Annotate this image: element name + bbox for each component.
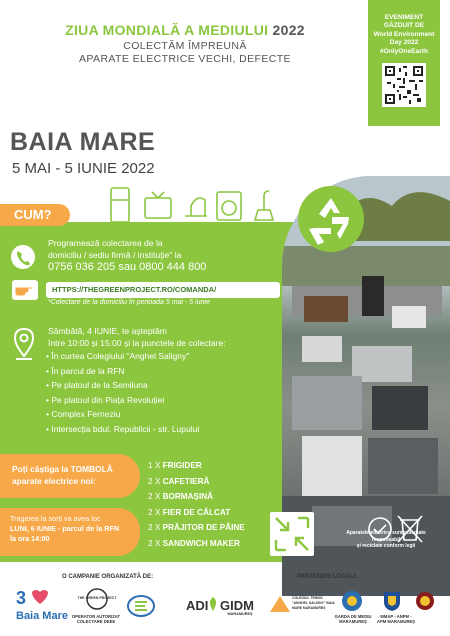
iron-icon	[255, 191, 273, 220]
prize-name: PRĂJITOR DE PÂINE	[162, 523, 245, 533]
list-item: • Intersecția bdul. Republicii - str. Lupului	[46, 422, 199, 437]
title-year: 2022	[272, 22, 305, 38]
list-item: • În parcul de la RFN	[46, 364, 199, 379]
event-line-1: EVENIMENT	[384, 14, 424, 21]
title-main: ZIUA MONDIALĂ A MEDIULUI	[65, 22, 269, 38]
location-pin-icon	[12, 327, 36, 361]
baia-mare-logo-icon	[16, 588, 58, 608]
tv-icon	[145, 198, 171, 218]
collection-line-1: Sâmbătă, 4 IUNIE, te așteptăm	[48, 326, 167, 336]
list-item: • Pe platoul din Piața Revoluției	[46, 393, 199, 408]
prize-qty: 1 X	[148, 461, 161, 470]
poster-subtitle	[10, 40, 360, 66]
list-item	[148, 505, 245, 521]
weee-line-1: Aparatele electrice sunt colectate	[346, 530, 426, 536]
gidm-sub: MARAMUREȘ	[227, 612, 253, 616]
tombola-line-1: Poți câștiga la TOMBOLĂ	[12, 464, 113, 474]
tombola-line-2: aparate electrice noi:	[12, 476, 96, 486]
collection-intro	[48, 325, 226, 349]
recycle-badge	[298, 186, 364, 252]
prize-qty: 2 X	[148, 538, 161, 548]
schedule-line-2: domiciliu / sediu firmă / instituție" la	[48, 250, 182, 260]
mmap-name: MMAP - ANPM - APM MARAMUREȘ	[376, 614, 416, 624]
organizers-label: O CAMPANIE ORGANIZATĂ DE:	[62, 574, 154, 580]
list-item	[148, 458, 245, 474]
order-link[interactable]: HTTPS://THEGREENPROJECT.RO/COMANDA/	[46, 282, 280, 298]
adi-logo-text: ADI	[186, 598, 209, 613]
event-line-3: World Environment	[373, 30, 435, 38]
city-name: BAIA MARE	[10, 128, 156, 156]
how-label: CUM?	[0, 204, 70, 226]
weee-note	[336, 530, 436, 550]
prize-qty: 2 X	[148, 476, 161, 486]
list-item: • Pe platoul de la Semiluna	[46, 378, 199, 393]
prize-name: SANDWICH MAKER	[162, 538, 240, 548]
prize-name: FRIGIDER	[162, 461, 202, 470]
draw-info	[0, 508, 140, 556]
garda-mediu-logo-icon	[341, 590, 363, 612]
campaign-dates: 5 MAI - 5 IUNIE 2022	[12, 160, 155, 177]
green-project-name: THE GREEN PROJECT	[77, 596, 117, 600]
compress-arrows-icon	[268, 510, 316, 558]
operator-label: OPERATOR AUTORIZAT COLECTARE DEEE	[71, 614, 121, 624]
draw-line-2: LUNI, 6 IUNIE - parcul de la RFN	[10, 524, 120, 533]
fridge-icon	[111, 188, 129, 222]
recycle-icon	[298, 186, 364, 252]
colegiu-name: COLEGIUL TEHNIC "ANGHEL SALIGNY" BAIA MARE MARAMUREȘ	[292, 596, 335, 610]
colegiu-logo-icon	[268, 594, 292, 614]
washing-machine-icon	[217, 192, 241, 220]
appliance-icons	[105, 186, 285, 226]
garda-name: GARDA DE MEDIU MARAMUREȘ	[334, 614, 372, 624]
phone-icon	[10, 244, 36, 270]
prize-name: FIER DE CĂLCAT	[162, 507, 231, 517]
event-line-5: #OnlyOneEarth	[379, 47, 428, 55]
home-collection-note: *Colectare de la domiciliu în perioada 5 mai - 5 iunie	[48, 299, 210, 306]
event-line-4: Day 2022	[389, 39, 419, 47]
list-item	[148, 474, 245, 490]
prize-name: CAFETIERĂ	[162, 476, 210, 486]
adi-leaf-icon	[206, 596, 220, 612]
gidm-logo-text: GIDM	[220, 598, 254, 613]
subtitle-line-2: APARATE ELECTRICE VECHI, DEFECTE	[79, 53, 291, 65]
mmap-logo-icon	[382, 590, 402, 612]
weee-line-3: și reciclate conform legii	[356, 543, 416, 549]
collection-points	[46, 349, 199, 436]
prize-list	[148, 458, 245, 552]
mixer-icon	[185, 198, 207, 216]
event-box	[368, 0, 440, 126]
draw-line-1: Tragerea la sorți va avea loc	[10, 514, 101, 523]
schedule-line-1: Programează colectarea de la	[48, 238, 163, 248]
county-crest-icon	[415, 590, 435, 612]
list-item	[148, 536, 245, 552]
baia-mare-logo-text: Baia Mare	[16, 610, 68, 622]
svg-text:3: 3	[16, 588, 27, 608]
collection-line-2: între 10:00 și 15:00 și la punctele de colectare:	[48, 338, 226, 348]
weee-line-2: responsabil	[371, 536, 401, 543]
tombola-banner	[0, 454, 140, 498]
pointing-hand-icon	[12, 280, 38, 300]
phone-numbers[interactable]: 0756 036 205 sau 0800 444 800	[48, 261, 207, 273]
prize-name: BORMAȘINĂ	[162, 492, 214, 502]
prize-qty: 2 X	[148, 523, 161, 533]
partners-label: PARTENERI LOCALI:	[297, 574, 358, 580]
list-item	[148, 489, 245, 505]
subtitle-line-1: COLECTĂM ÎMPREUNĂ	[123, 40, 247, 52]
qr-code-icon[interactable]	[382, 63, 426, 107]
event-line-2: GĂZDUIT DE	[383, 22, 425, 30]
schedule-text	[48, 237, 206, 273]
list-item	[148, 520, 245, 536]
list-item: • Complex Ferneziu	[46, 407, 199, 422]
prize-qty: 2 X	[148, 507, 161, 517]
draw-line-3: la ora 14:00	[10, 534, 50, 543]
electrocentre-logo-icon	[126, 594, 156, 618]
poster-title	[10, 22, 360, 38]
list-item: • În curtea Colegiului "Anghel Saligny"	[46, 349, 199, 364]
prize-qty: 2 X	[148, 492, 161, 502]
